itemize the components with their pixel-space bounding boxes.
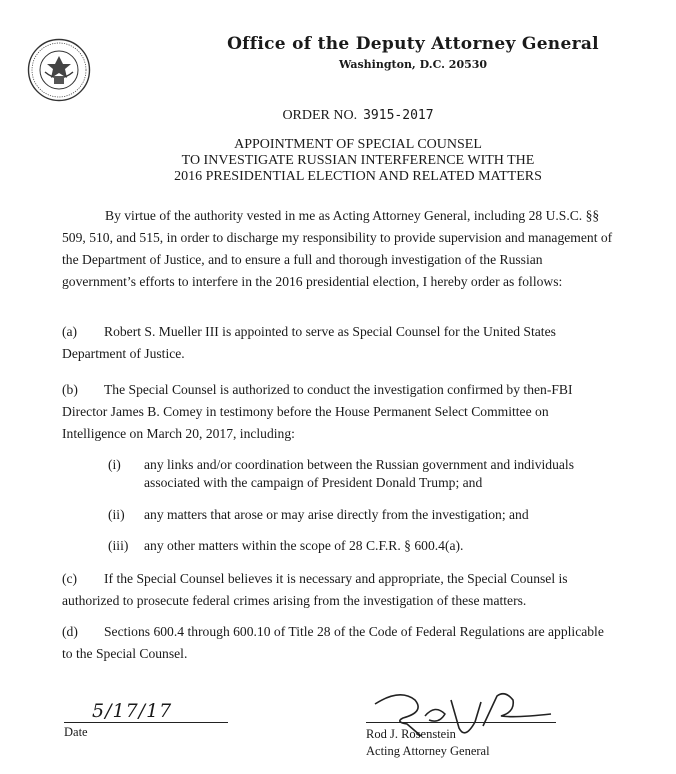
date-line xyxy=(64,722,228,723)
clause-d xyxy=(62,621,614,665)
clause-a-label: (a) xyxy=(62,324,78,339)
signer-title: Acting Attorney General xyxy=(366,744,490,758)
clause-b xyxy=(62,379,614,445)
clause-a xyxy=(62,321,614,365)
subclause-iii-text: any other matters within the scope of 28 C.F.R. § 600.4(a). xyxy=(144,538,464,553)
heading-line-3: 2016 PRESIDENTIAL ELECTION AND RELATED MATTERS xyxy=(174,169,542,184)
subclause-i xyxy=(108,456,608,492)
subclause-iii xyxy=(108,537,608,555)
handwritten-date: 5/17/17 xyxy=(92,700,173,722)
order-number: 3915-2017 xyxy=(363,108,434,123)
subclause-i-text: any links and/or coordination between the Russian government and individuals associated with the campaign of President Donald Trump; and xyxy=(144,457,575,490)
clause-c-label: (c) xyxy=(62,571,78,586)
signer-name: Rod J. Rosenstein xyxy=(366,727,456,741)
order-number-line xyxy=(0,108,676,124)
subclause-i-label: (i) xyxy=(108,457,121,472)
clause-b-label: (b) xyxy=(62,382,78,397)
clause-c-text: If the Special Counsel believes it is necessary and appropriate, the Special Counsel is authorized to prosecute federal crimes arising from the investigation of these matters. xyxy=(62,571,568,608)
clause-b-text: The Special Counsel is authorized to conduct the investigation confirmed by then-FBI Director James B. Comey in testimony before the House Permanent Select Committee on Intelligence on March 20, 2017, including: xyxy=(62,382,573,441)
order-heading xyxy=(0,137,676,185)
heading-line-1: APPOINTMENT OF SPECIAL COUNSEL xyxy=(234,137,482,152)
heading-line-2: TO INVESTIGATE RUSSIAN INTERFERENCE WITH THE xyxy=(181,153,535,168)
subclause-ii-text: any matters that arose or may arise directly from the investigation; and xyxy=(144,507,529,522)
subclause-ii xyxy=(108,506,608,524)
clause-a-text: Robert S. Mueller III is appointed to serve as Special Counsel for the United States Department of Justice. xyxy=(62,324,556,361)
signer-block xyxy=(366,726,490,760)
date-label: Date xyxy=(64,725,88,739)
signature-line xyxy=(366,722,556,723)
clause-c xyxy=(62,568,614,612)
subclause-ii-label: (ii) xyxy=(108,507,125,522)
clause-d-label: (d) xyxy=(62,624,78,639)
letterhead-city: Washington, D.C. 20530 xyxy=(338,58,488,71)
intro-paragraph: By virtue of the authority vested in me as Acting Attorney General, including 28 U.S.C. §§ 509, 510, and 515, in order to discharge my responsibility to provide supervision and management of the Department of Justice, and to ensure a full and thorough investigation of the Russian government’s efforts to interfere in the 2016 presidential election, I hereby order as follows: xyxy=(62,208,613,289)
clause-d-text: Sections 600.4 through 600.10 of Title 28 of the Code of Federal Regulations are applicable to the Special Counsel. xyxy=(62,624,604,661)
subclause-iii-label: (iii) xyxy=(108,538,129,553)
order-label: ORDER NO. xyxy=(282,108,358,123)
letterhead-office: Office of the Deputy Attorney General xyxy=(227,34,599,54)
